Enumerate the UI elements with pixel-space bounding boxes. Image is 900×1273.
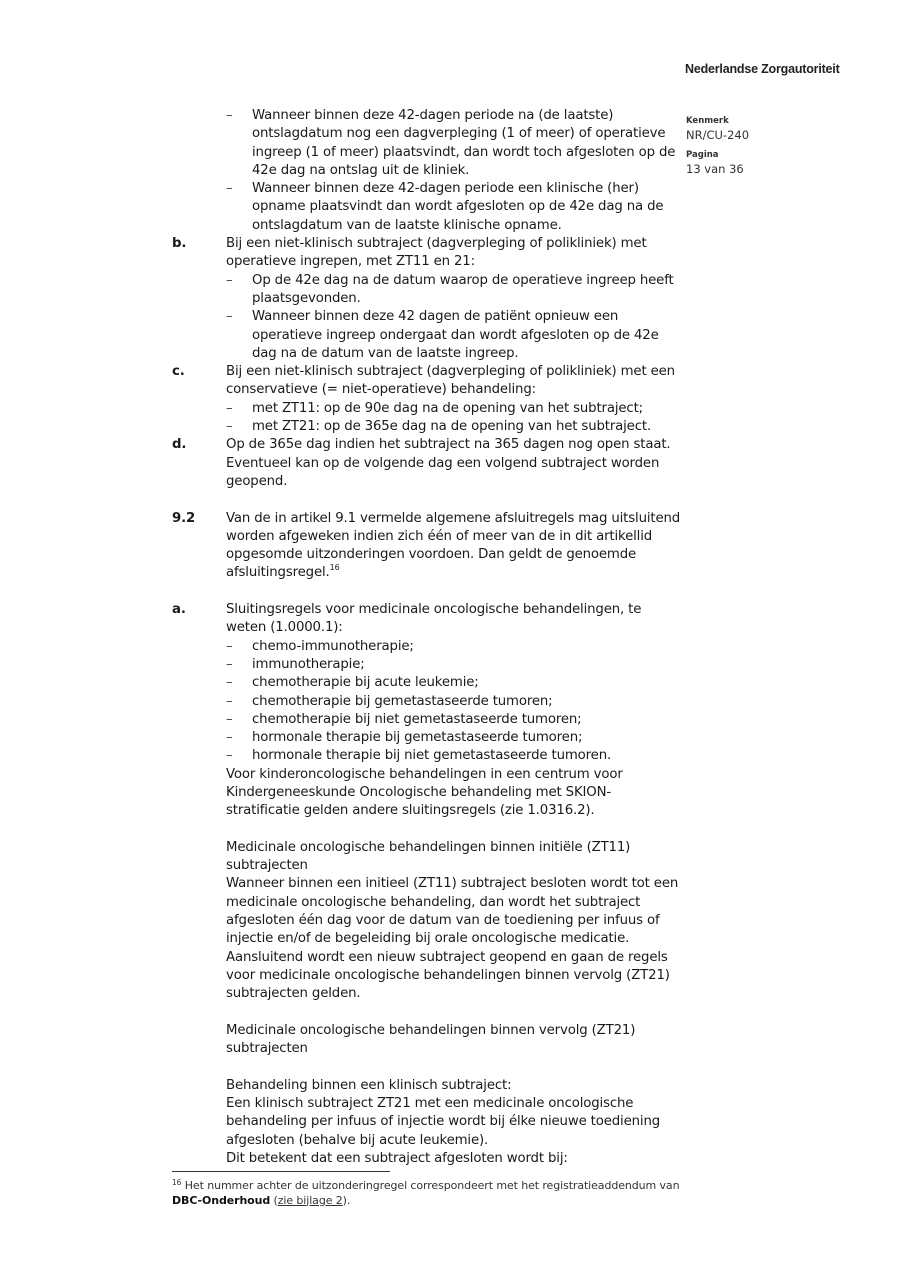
dash-bullet-icon: – <box>226 730 233 746</box>
bullet-text: Wanneer binnen deze 42-dagen periode een klinische (her) opname plaatsvindt dan wordt afgesloten op de 42e dag na de ontslagdatum van de laatste klinische opname. <box>252 181 664 233</box>
kenmerk-value: NR/CU-240 <box>686 128 750 142</box>
item-c <box>172 363 682 400</box>
item-label: d. <box>172 437 187 453</box>
bullet-text: chemotherapie bij gemetastaseerde tumoren; <box>252 693 553 709</box>
dash-bullet-icon: – <box>226 693 233 709</box>
sub-heading: Behandeling binnen een klinisch subtraject: <box>226 1077 512 1093</box>
kenmerk-label: Kenmerk <box>686 116 729 126</box>
list-item <box>172 272 682 309</box>
item-text: Bij een niet-klinisch subtraject (dagverpleging of polikliniek) met operatieve ingrepen, met ZT11 en 21: <box>226 236 647 270</box>
bullet-text: hormonale therapie bij gemetastaseerde tumoren; <box>252 730 583 746</box>
item-text: Bij een niet-klinisch subtraject (dagverpleging of polikliniek) met een conservatieve (= niet-operatieve) behandeling: <box>226 364 675 398</box>
pagina-label: Pagina <box>686 150 719 160</box>
document-body <box>172 107 682 1168</box>
list-item <box>172 107 682 180</box>
section-heading: Medicinale oncologische behandelingen binnen vervolg (ZT21) subtrajecten <box>226 1022 636 1057</box>
item-b <box>172 235 682 272</box>
dash-bullet-icon: – <box>226 108 233 123</box>
footnote-divider <box>172 1171 390 1172</box>
dash-bullet-icon: – <box>226 638 233 654</box>
list-item <box>172 674 682 692</box>
dash-bullet-icon: – <box>226 419 233 435</box>
dash-bullet-icon: – <box>226 711 233 727</box>
footnote-number: 16 <box>172 1178 182 1187</box>
item-text: Op de 365e dag indien het subtraject na 365 dagen nog open staat. Eventueel kan op de volgende dag een volgend subtraject worden geopend. <box>226 437 671 489</box>
bullet-text: chemotherapie bij acute leukemie; <box>252 675 479 691</box>
bullet-text: met ZT11: op de 90e dag na de opening van het subtraject; <box>252 400 643 416</box>
bullet-text: met ZT21: op de 365e dag na de opening van het subtraject. <box>252 419 652 435</box>
item-text: Sluitingsregels voor medicinale oncologische behandelingen, te weten (1.0000.1): <box>226 602 642 636</box>
footnote <box>172 1179 692 1208</box>
article-9-2 <box>172 510 682 583</box>
pagina-value: 13 van 36 <box>686 162 744 176</box>
article-text: Van de in artikel 9.1 vermelde algemene afsluitregels mag uitsluitend worden afgeweken indien zich één of meer van de in dit artikellid opgesomde uitzonderingen voordoen. Dan geldt de genoemde afsluitingsregel. <box>226 510 681 581</box>
list-item <box>172 638 682 656</box>
list-item <box>172 711 682 729</box>
appendix-link[interactable]: zie bijlage 2 <box>277 1193 343 1207</box>
item-label: a. <box>172 602 186 618</box>
list-item <box>172 400 682 418</box>
footnote-bold-text: DBC-Onderhoud <box>172 1193 271 1207</box>
item-label: b. <box>172 236 187 252</box>
bullet-text: Wanneer binnen deze 42-dagen periode na (de laatste) ontslagdatum nog een dagverpleging (1 of meer) of operatieve ingreep (1 of meer) plaatsvindt, dan wordt toch afgesloten op de 42e dag na ontslag uit de kliniek. <box>252 108 676 178</box>
dash-bullet-icon: – <box>226 181 233 197</box>
dash-bullet-icon: – <box>226 400 233 416</box>
footnote-reference[interactable]: 16 <box>329 563 340 573</box>
list-item <box>172 693 682 711</box>
item-d <box>172 436 682 491</box>
paragraph: Dit betekent dat een subtraject afgesloten wordt bij: <box>226 1150 568 1166</box>
dash-bullet-icon: – <box>226 675 233 691</box>
dash-bullet-icon: – <box>226 309 233 325</box>
bullet-text: immunotherapie; <box>252 656 365 672</box>
bullet-text: chemo-immunotherapie; <box>252 638 414 654</box>
footnote-text: Het nummer achter de uitzonderingregel correspondeert met het registratieaddendum van <box>184 1179 680 1192</box>
list-item <box>172 308 682 363</box>
paragraph: Voor kinderoncologische behandelingen in een centrum voor Kindergeneeskunde Oncologische behandeling met SKION-stratificatie gelden andere sluitingsregels (zie 1.0316.2). <box>226 766 623 819</box>
bullet-text: Wanneer binnen deze 42 dagen de patiënt opnieuw een operatieve ingreep ondergaat dan wordt afgesloten op de 42e dag na de datum van de laatste ingreep. <box>252 309 659 361</box>
footnote-text: ). <box>342 1193 351 1207</box>
list-item <box>172 418 682 436</box>
dash-bullet-icon: – <box>226 748 233 764</box>
item-label: c. <box>172 364 185 380</box>
bullet-text: Op de 42e dag na de datum waarop de operatieve ingreep heeft plaatsgevonden. <box>252 272 674 306</box>
list-item <box>172 729 682 747</box>
list-item <box>172 747 682 765</box>
bullet-text: hormonale therapie bij niet gemetastaseerde tumoren. <box>252 748 612 764</box>
article-label: 9.2 <box>172 510 196 526</box>
dash-bullet-icon: – <box>226 272 233 288</box>
list-item <box>172 180 682 235</box>
paragraph: Wanneer binnen een initieel (ZT11) subtraject besloten wordt tot een medicinale oncologische behandeling, dan wordt het subtraject afgesloten één dag voor de datum van de toediening per infuus of injectie en/of de begeleiding bij orale oncologische medicatie. Aansluitend wordt een nieuw subtraject geopend en gaan de regels voor medicinale oncologische behandelingen binnen vervolg (ZT21) subtrajecten gelden. <box>226 876 679 1002</box>
bullet-text: chemotherapie bij niet gemetastaseerde tumoren; <box>252 711 582 727</box>
paragraph: Een klinisch subtraject ZT21 met een medicinale oncologische behandeling per infuus of injectie wordt bij élke nieuwe toediening afgesloten (behalve bij acute leukemie). <box>226 1096 661 1148</box>
dash-bullet-icon: – <box>226 656 233 672</box>
footnote-text: ( <box>270 1193 278 1207</box>
organization-name: Nederlandse Zorgautoriteit <box>685 62 840 76</box>
document-meta <box>686 114 749 182</box>
list-item <box>172 656 682 674</box>
section-heading: Medicinale oncologische behandelingen binnen initiële (ZT11) subtrajecten <box>226 839 631 874</box>
item-a <box>172 601 682 638</box>
